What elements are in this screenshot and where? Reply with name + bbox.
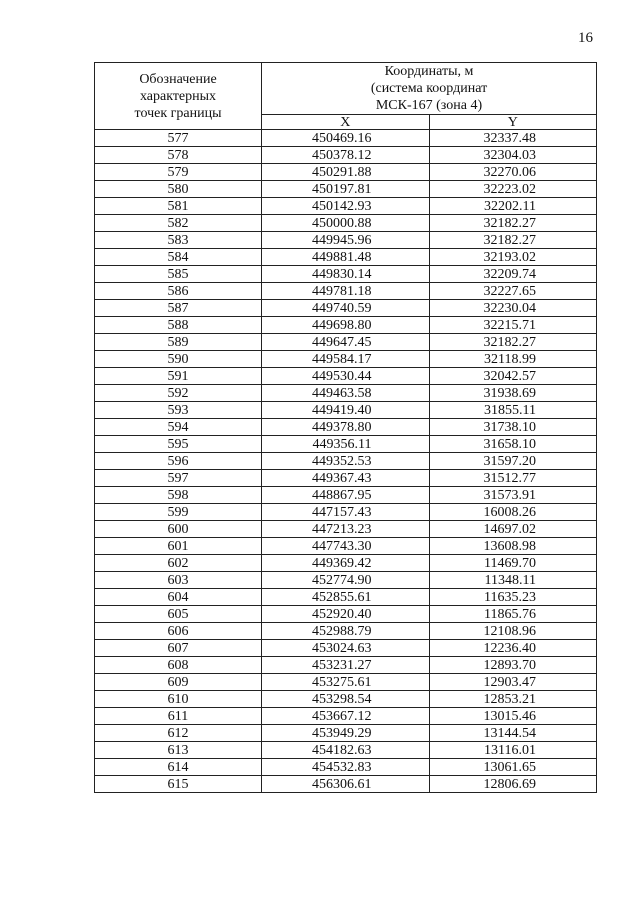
header-designation-line: Обозначение: [139, 71, 217, 87]
y-cell: 12108.96: [429, 623, 597, 640]
y-cell: 11348.11: [429, 572, 597, 589]
point-cell: 599: [95, 504, 262, 521]
y-cell: 31512.77: [429, 470, 597, 487]
y-cell: 13608.98: [429, 538, 597, 555]
table-row: [95, 181, 597, 198]
y-cell: 32304.03: [429, 147, 597, 164]
table-row: [95, 640, 597, 657]
table-row: [95, 725, 597, 742]
table-row: [95, 538, 597, 555]
x-cell: 449830.14: [262, 266, 430, 283]
y-cell: 13015.46: [429, 708, 597, 725]
y-cell: 31573.91: [429, 487, 597, 504]
point-cell: 588: [95, 317, 262, 334]
y-cell: 32270.06: [429, 164, 597, 181]
point-cell: 603: [95, 572, 262, 589]
point-cell: 614: [95, 759, 262, 776]
table-row: [95, 232, 597, 249]
y-cell: 31658.10: [429, 436, 597, 453]
table-row: [95, 368, 597, 385]
y-cell: 32118.99: [429, 351, 597, 368]
y-cell: 11865.76: [429, 606, 597, 623]
point-cell: 591: [95, 368, 262, 385]
point-cell: 594: [95, 419, 262, 436]
x-cell: 452774.90: [262, 572, 430, 589]
y-cell: 32227.65: [429, 283, 597, 300]
x-cell: 454182.63: [262, 742, 430, 759]
point-cell: 613: [95, 742, 262, 759]
table-row: [95, 385, 597, 402]
x-cell: 453231.27: [262, 657, 430, 674]
x-cell: 449881.48: [262, 249, 430, 266]
table-row: [95, 674, 597, 691]
point-cell: 579: [95, 164, 262, 181]
point-cell: 587: [95, 300, 262, 317]
x-cell: 448867.95: [262, 487, 430, 504]
table-row: [95, 742, 597, 759]
x-cell: 447213.23: [262, 521, 430, 538]
y-cell: 12903.47: [429, 674, 597, 691]
x-cell: 450291.88: [262, 164, 430, 181]
y-cell: 32182.27: [429, 232, 597, 249]
table-row: [95, 130, 597, 147]
table-row: [95, 266, 597, 283]
table-row: [95, 317, 597, 334]
point-cell: 590: [95, 351, 262, 368]
x-cell: 452988.79: [262, 623, 430, 640]
table-row: [95, 164, 597, 181]
table-row: [95, 215, 597, 232]
point-cell: 609: [95, 674, 262, 691]
point-cell: 615: [95, 776, 262, 793]
y-cell: 31597.20: [429, 453, 597, 470]
x-cell: 449530.44: [262, 368, 430, 385]
x-cell: 449367.43: [262, 470, 430, 487]
header-coordinates-line: МСК-167 (зона 4): [375, 98, 483, 113]
x-cell: 449463.58: [262, 385, 430, 402]
table-row: [95, 589, 597, 606]
point-cell: 593: [95, 402, 262, 419]
point-cell: 581: [95, 198, 262, 215]
header-y: Y: [429, 115, 597, 130]
table-row: [95, 436, 597, 453]
x-cell: 453949.29: [262, 725, 430, 742]
point-cell: 600: [95, 521, 262, 538]
x-cell: 449419.40: [262, 402, 430, 419]
x-cell: 453024.63: [262, 640, 430, 657]
header-coordinates-line: Координаты, м: [384, 64, 474, 79]
x-cell: 456306.61: [262, 776, 430, 793]
point-cell: 608: [95, 657, 262, 674]
y-cell: 32202.11: [429, 198, 597, 215]
x-cell: 450378.12: [262, 147, 430, 164]
point-cell: 602: [95, 555, 262, 572]
table-row: [95, 776, 597, 793]
x-cell: 452920.40: [262, 606, 430, 623]
y-cell: 13144.54: [429, 725, 597, 742]
table-row: [95, 759, 597, 776]
x-cell: 453275.61: [262, 674, 430, 691]
y-cell: 12236.40: [429, 640, 597, 657]
x-cell: 449352.53: [262, 453, 430, 470]
point-cell: 578: [95, 147, 262, 164]
y-cell: 12853.21: [429, 691, 597, 708]
y-cell: 32223.02: [429, 181, 597, 198]
point-cell: 580: [95, 181, 262, 198]
point-cell: 582: [95, 215, 262, 232]
x-cell: 449740.59: [262, 300, 430, 317]
point-cell: 596: [95, 453, 262, 470]
table-row: [95, 623, 597, 640]
table-row: [95, 521, 597, 538]
table-row: [95, 419, 597, 436]
table-row: [95, 351, 597, 368]
y-cell: 13061.65: [429, 759, 597, 776]
x-cell: 453667.12: [262, 708, 430, 725]
point-cell: 584: [95, 249, 262, 266]
x-cell: 450197.81: [262, 181, 430, 198]
x-cell: 447157.43: [262, 504, 430, 521]
table-row: [95, 691, 597, 708]
y-cell: 32215.71: [429, 317, 597, 334]
page-number: 16: [578, 30, 593, 46]
table-row: [95, 300, 597, 317]
point-cell: 597: [95, 470, 262, 487]
table-row: [95, 708, 597, 725]
x-cell: 447743.30: [262, 538, 430, 555]
coordinates-table: [94, 62, 597, 793]
x-cell: 453298.54: [262, 691, 430, 708]
table-row: [95, 283, 597, 300]
x-cell: 450142.93: [262, 198, 430, 215]
point-cell: 586: [95, 283, 262, 300]
table-row: [95, 504, 597, 521]
table-body: [95, 130, 597, 793]
point-cell: 611: [95, 708, 262, 725]
x-cell: 449698.80: [262, 317, 430, 334]
y-cell: 11635.23: [429, 589, 597, 606]
point-cell: 605: [95, 606, 262, 623]
y-cell: 32337.48: [429, 130, 597, 147]
x-cell: 449369.42: [262, 555, 430, 572]
point-cell: 607: [95, 640, 262, 657]
table-row: [95, 249, 597, 266]
y-cell: 31738.10: [429, 419, 597, 436]
point-cell: 577: [95, 130, 262, 147]
y-cell: 16008.26: [429, 504, 597, 521]
x-cell: 449356.11: [262, 436, 430, 453]
table-row: [95, 334, 597, 351]
table-row: [95, 147, 597, 164]
point-cell: 610: [95, 691, 262, 708]
y-cell: 31855.11: [429, 402, 597, 419]
point-cell: 612: [95, 725, 262, 742]
point-cell: 583: [95, 232, 262, 249]
y-cell: 32042.57: [429, 368, 597, 385]
y-cell: 12893.70: [429, 657, 597, 674]
y-cell: 32182.27: [429, 334, 597, 351]
table-row: [95, 198, 597, 215]
table-row: [95, 453, 597, 470]
header-designation: [95, 63, 262, 130]
x-cell: 452855.61: [262, 589, 430, 606]
x-cell: 450000.88: [262, 215, 430, 232]
table-row: [95, 572, 597, 589]
header-designation-line: точек границы: [134, 105, 222, 121]
y-cell: 11469.70: [429, 555, 597, 572]
x-cell: 449584.17: [262, 351, 430, 368]
point-cell: 604: [95, 589, 262, 606]
point-cell: 585: [95, 266, 262, 283]
x-cell: 450469.16: [262, 130, 430, 147]
header-x: X: [262, 115, 430, 130]
x-cell: 449781.18: [262, 283, 430, 300]
point-cell: 598: [95, 487, 262, 504]
header-coordinates-line: (система координат: [370, 81, 488, 96]
table-row: [95, 606, 597, 623]
y-cell: 32193.02: [429, 249, 597, 266]
table-row: [95, 657, 597, 674]
table-row: [95, 487, 597, 504]
y-cell: 32182.27: [429, 215, 597, 232]
x-cell: 449378.80: [262, 419, 430, 436]
header-designation-line: характерных: [139, 88, 217, 104]
y-cell: 32209.74: [429, 266, 597, 283]
y-cell: 31938.69: [429, 385, 597, 402]
point-cell: 595: [95, 436, 262, 453]
header-coordinates: [262, 63, 597, 115]
y-cell: 32230.04: [429, 300, 597, 317]
table-row: [95, 402, 597, 419]
x-cell: 454532.83: [262, 759, 430, 776]
point-cell: 592: [95, 385, 262, 402]
table-row: [95, 555, 597, 572]
x-cell: 449945.96: [262, 232, 430, 249]
y-cell: 13116.01: [429, 742, 597, 759]
point-cell: 589: [95, 334, 262, 351]
table-row: [95, 470, 597, 487]
x-cell: 449647.45: [262, 334, 430, 351]
y-cell: 12806.69: [429, 776, 597, 793]
y-cell: 14697.02: [429, 521, 597, 538]
point-cell: 601: [95, 538, 262, 555]
point-cell: 606: [95, 623, 262, 640]
